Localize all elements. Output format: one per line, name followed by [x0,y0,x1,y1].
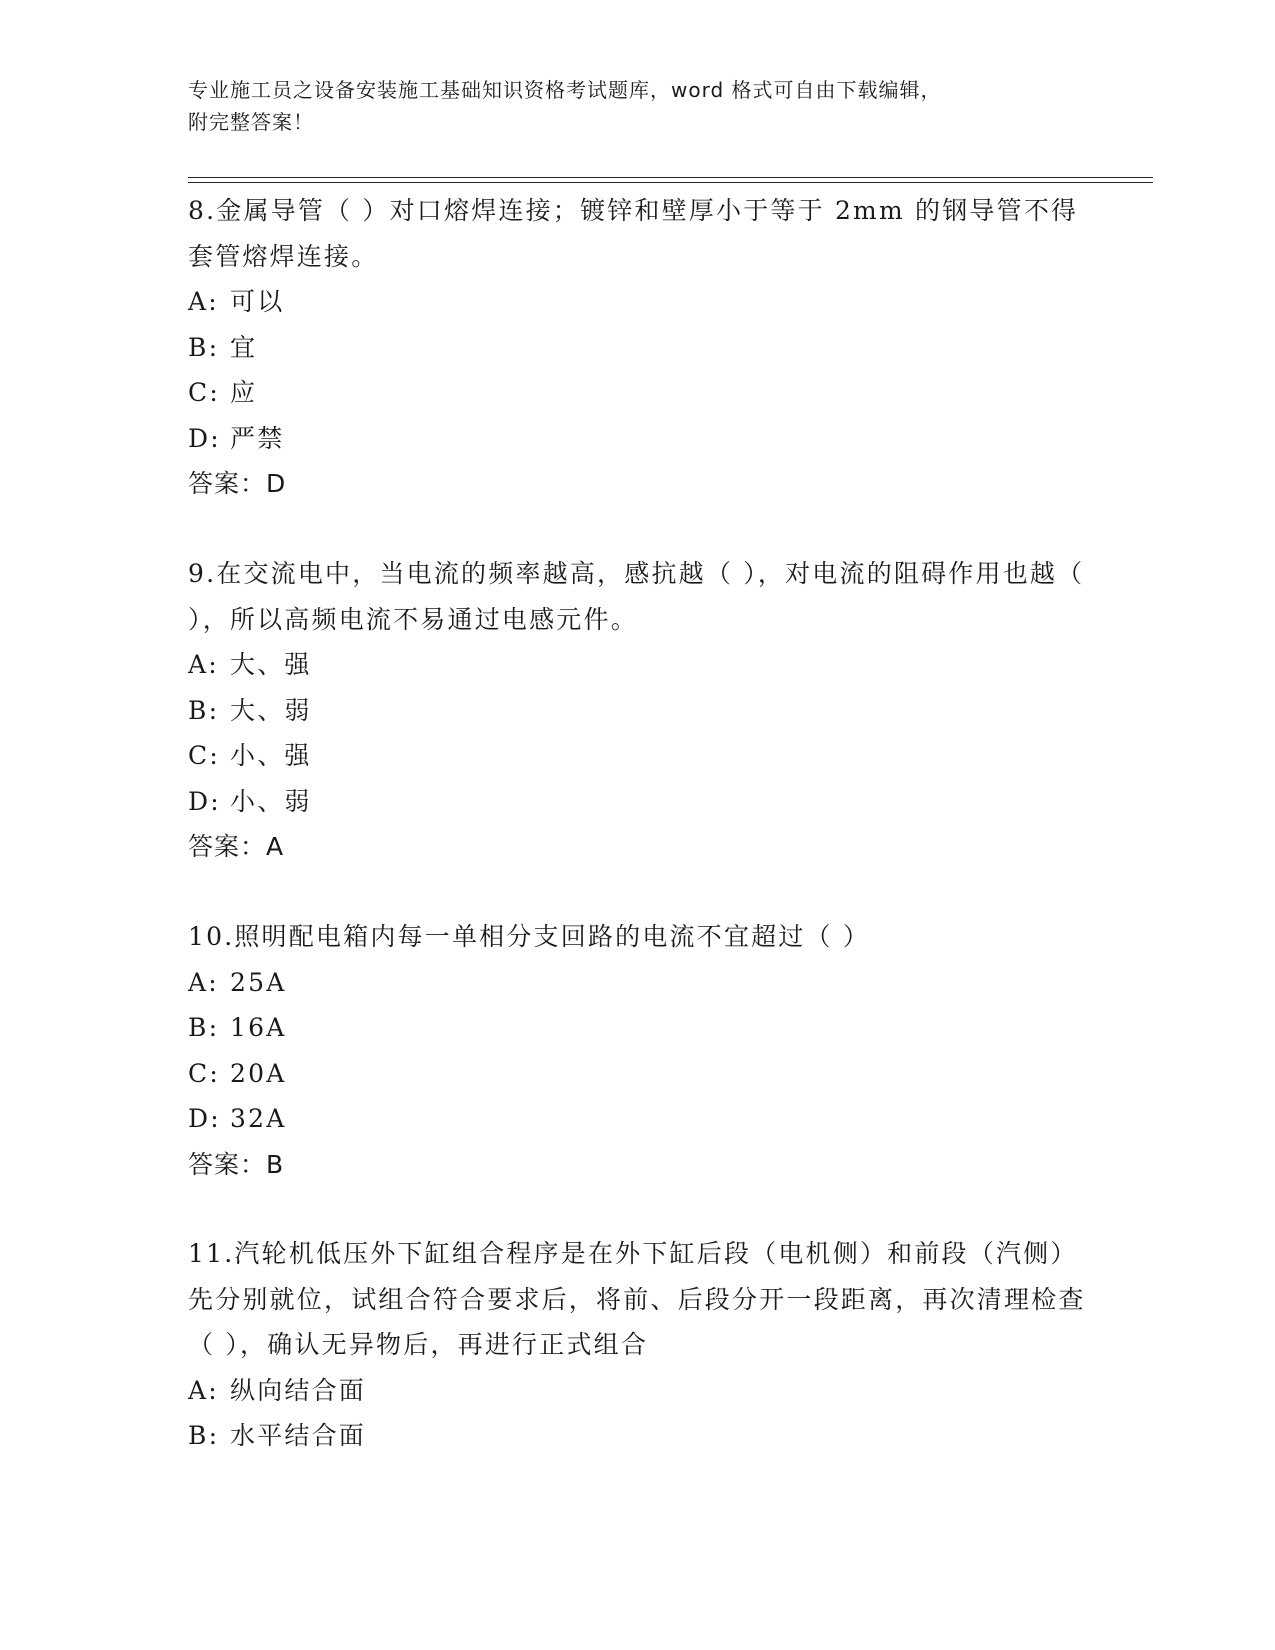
header-divider-top [188,177,1153,178]
option-text: 16A [230,1013,287,1042]
option-b [188,1413,1088,1459]
option-letter: D: [188,423,221,453]
option-text: 纵向结合面 [230,1375,367,1405]
answer-line: 答案：B [188,1149,285,1179]
option-d [188,416,1088,462]
question-8 [188,188,1088,507]
option-text: 大、弱 [230,695,312,725]
answer-line: 答案：D [188,469,287,498]
option-d [188,1096,1088,1142]
option-letter: B: [188,695,220,725]
option-letter: B: [188,1421,220,1450]
option-letter: B: [188,332,220,362]
option-b [188,325,1088,371]
option-text: 小、弱 [230,786,312,816]
option-a [188,642,1088,688]
document-header [188,74,1068,138]
question-11 [188,1231,1088,1459]
question-text: 8.金属导管（ ）对口熔焊连接；镀锌和壁厚小于等于 2mm 的钢导管不得套管熔焊连接。 [188,196,1079,271]
question-text: 9.在交流电中，当电流的频率越高，感抗越（ ），对电流的阻碍作用也越（ ），所以高频电流不易通过电感元件。 [188,559,1085,634]
option-letter: A: [188,287,219,316]
option-text: 可以 [230,287,285,316]
option-text: 25A [230,967,287,997]
header-line-1: 专业施工员之设备安装施工基础知识资格考试题库，word 格式可自由下载编辑， [188,78,942,102]
option-letter: C: [188,741,220,770]
option-c [188,733,1088,779]
option-b [188,1005,1088,1051]
option-c [188,1051,1088,1097]
option-letter: A: [188,1375,219,1405]
option-text: 大、强 [230,650,312,679]
option-text: 小、强 [230,741,312,770]
header-line-2: 附完整答案！ [188,110,314,134]
option-letter: A: [188,967,219,997]
question-text: 11.汽轮机低压外下缸组合程序是在外下缸后段（电机侧）和前段（汽侧）先分别就位，试组合符合要求后，将前、后段分开一段距离，再次清理检查（ ），确认无异物后，再进行正式组合 [188,1239,1086,1359]
option-letter: C: [188,378,220,407]
option-c [188,370,1088,416]
question-text: 10.照明配电箱内每一单相分支回路的电流不宜超过（ ） [188,922,871,951]
option-letter: C: [188,1058,220,1088]
header-divider-bottom [188,182,1153,183]
answer-line: 答案：A [188,832,285,861]
option-letter: B: [188,1013,220,1042]
option-a [188,960,1088,1006]
option-text: 应 [230,378,258,407]
question-10 [188,914,1088,1187]
option-text: 32A [230,1104,287,1133]
option-letter: D: [188,786,221,816]
question-9 [188,551,1088,870]
option-d [188,779,1088,825]
option-letter: A: [188,650,219,679]
option-text: 20A [230,1058,287,1088]
option-text: 宜 [230,332,258,362]
option-a [188,1368,1088,1414]
option-text: 水平结合面 [230,1421,367,1450]
option-text: 严禁 [230,423,285,453]
option-b [188,688,1088,734]
option-letter: D: [188,1104,221,1133]
option-a [188,279,1088,325]
